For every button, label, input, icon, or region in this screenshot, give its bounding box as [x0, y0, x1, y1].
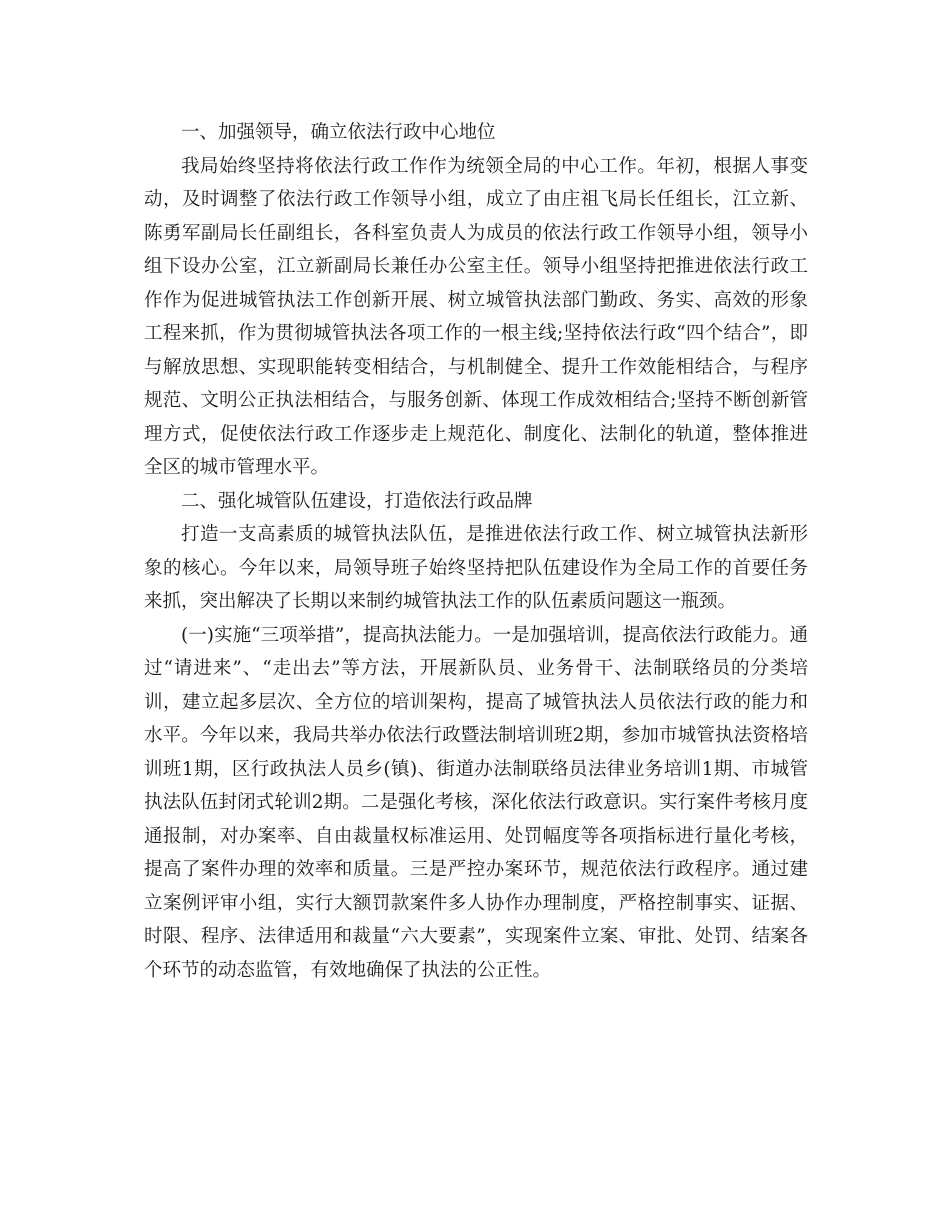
section-heading-2: 二、强化城管队伍建设，打造依法行政品牌: [181, 490, 533, 512]
body-paragraph-2: 打造一支高素质的城管执法队伍，是推进依法行政工作、树立城管执法新形象的核心。今年以来，局领导班子始终坚持把队伍建设作为全局工作的首要任务来抓，突出解决了长期以来制约城管执法工作的队伍素质问题这一瓶颈。: [144, 524, 808, 612]
document-body: [144, 116, 808, 987]
body-paragraph-3: (一)实施“三项举措”，提高执法能力。一是加强培训，提高依法行政能力。通过“请进来”、“走出去”等方法，开展新队员、业务骨干、法制联络员的分类培训，建立起多层次、全方位的培训架构，提高了城管执法人员依法行政的能力和水平。今年以来，我局共举办依法行政暨法制培训班2期，参加市城管执法资格培训班1期，区行政执法人员乡(镇)、街道办法制联络员法律业务培训1期、市城管执法队伍封闭式轮训2期。二是强化考核，深化依法行政意识。实行案件考核月度通报制，对办案率、自由裁量权标准运用、处罚幅度等各项指标进行量化考核，提高了案件办理的效率和质量。三是严控办案环节，规范依法行政程序。通过建立案例评审小组，实行大额罚款案件多人协作办理制度，严格控制事实、证据、时限、程序、法律适用和裁量“六大要素”，实现案件立案、审批、处罚、结案各个环节的动态监管，有效地确保了执法的公正性。: [144, 624, 808, 981]
section-heading-1: 一、加强领导，确立依法行政中心地位: [181, 122, 496, 143]
body-paragraph-1: 我局始终坚持将依法行政工作作为统领全局的中心工作。年初，根据人事变动，及时调整了依法行政工作领导小组，成立了由庄祖飞局长任组长，江立新、陈勇军副局长任副组长，各科室负责人为成员的依法行政工作领导小组，领导小组下设办公室，江立新副局长兼任办公室主任。领导小组坚持把推进依法行政工作作为促进城管执法工作创新开展、树立城管执法部门勤政、务实、高效的形象工程来抓，作为贯彻城管执法各项工作的一根主线;坚持依法行政“四个结合”，即与解放思想、实现职能转变相结合，与机制健全、提升工作效能相结合，与程序规范、文明公正执法相结合，与服务创新、体现工作成效相结合;坚持不断创新管理方式，促使依法行政工作逐步走上规范化、制度化、法制化的轨道，整体推进全区的城市管理水平。: [144, 155, 808, 478]
